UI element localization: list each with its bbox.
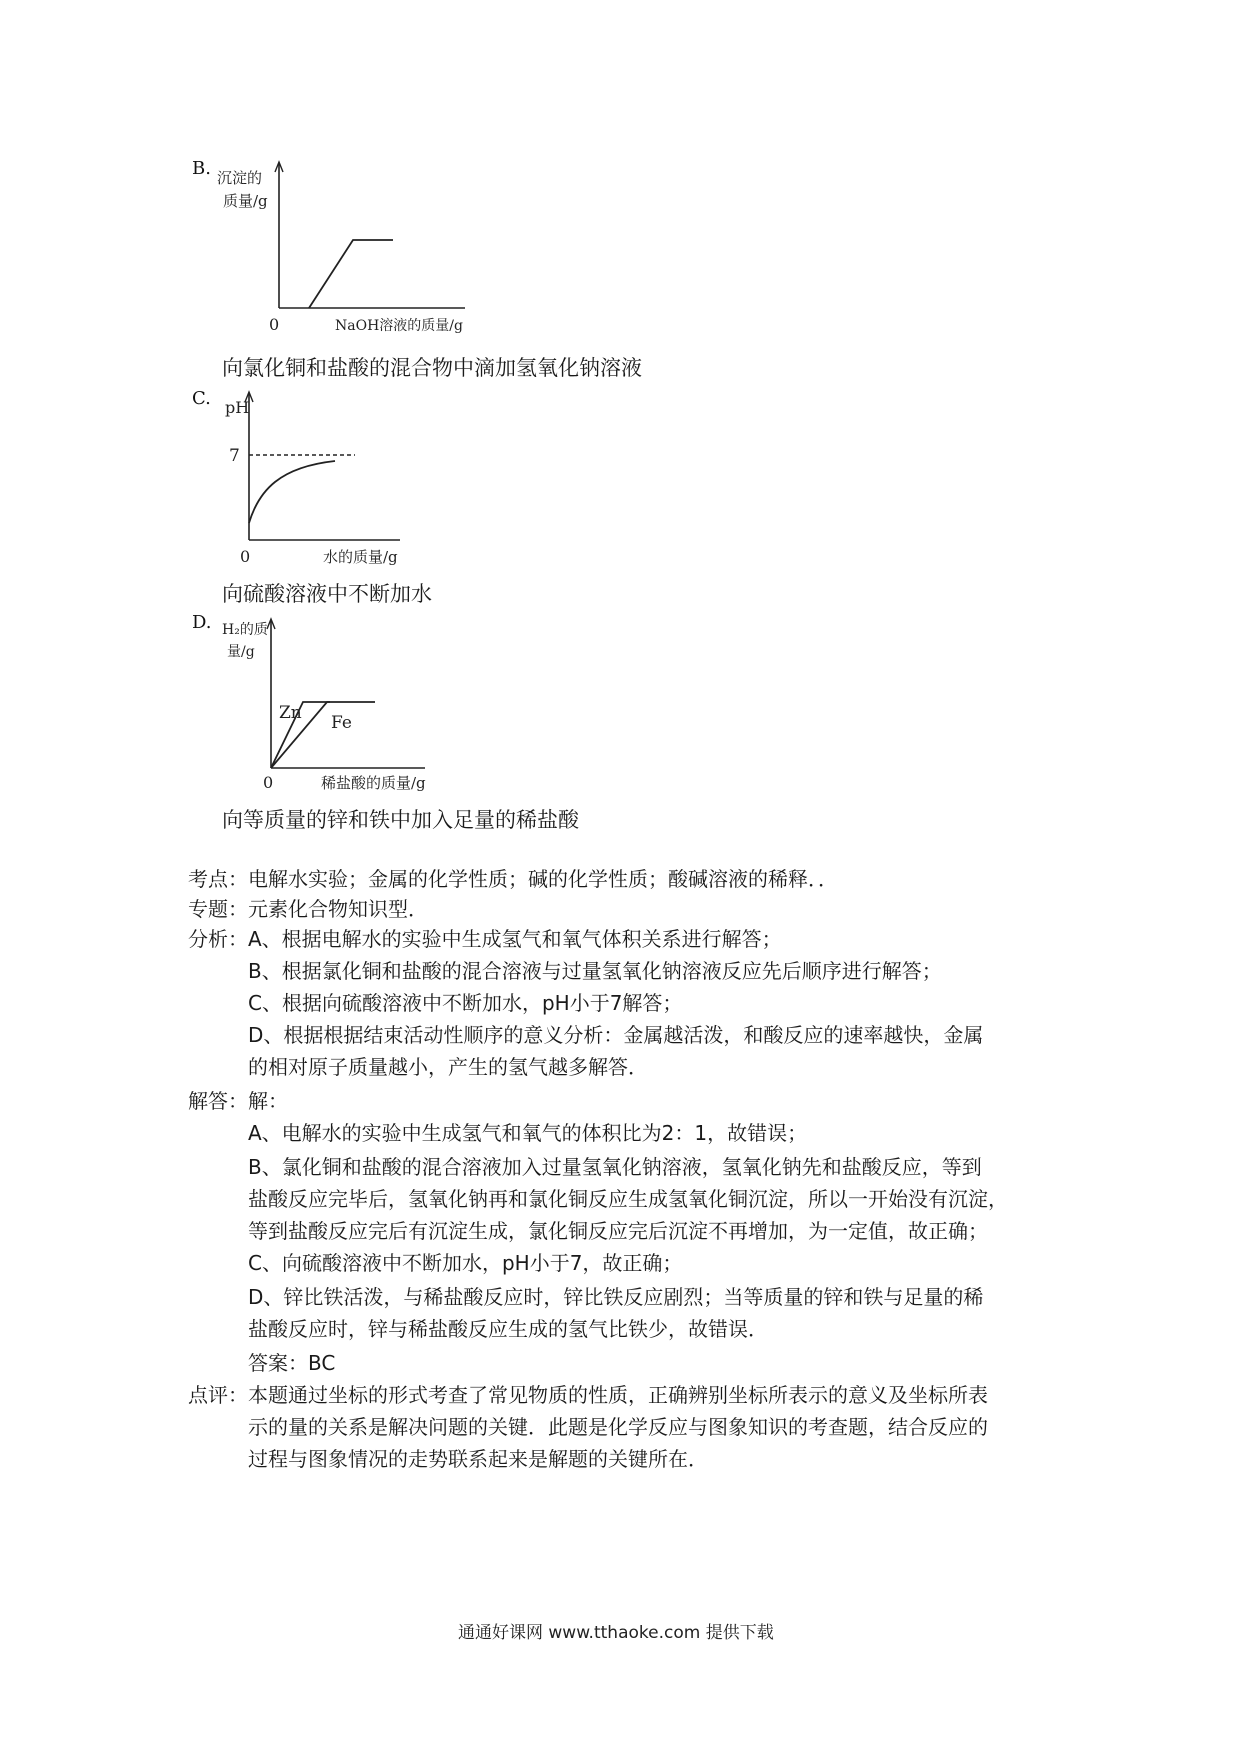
dianping-line [188,1380,1068,1410]
option-b-caption: 向氯化铜和盐酸的混合物中滴加氢氧化钠溶液 [222,356,642,380]
zhuanti-line [188,894,1068,924]
chart-c-ylabel: pH [225,398,250,417]
chart-c-ytick-7: 7 [229,446,240,466]
jieda-c: C、向硫酸溶液中不断加水，pH小于7，故正确； [248,1251,683,1275]
answer: 答案：BC [248,1351,336,1375]
jieda-b2: 盐酸反应完毕后，氢氧化钠再和氯化铜反应生成氢氧化铜沉淀，所以一开始没有沉淀， [248,1187,1008,1211]
dianping-3: 过程与图象情况的走势联系起来是解题的关键所在． [248,1447,708,1471]
fenxi-line [188,924,1068,954]
option-d-caption: 向等质量的锌和铁中加入足量的稀盐酸 [222,808,579,832]
chart-b [215,158,475,338]
chart-c-origin: 0 [240,547,251,566]
chart-b-xlabel: NaOH溶液的质量/g [335,318,463,334]
dianping-label: 点评： [188,1383,248,1407]
chart-b-line [309,240,393,308]
option-b-letter: B. [192,158,211,179]
chart-b-ylabel-1: 沉淀的 [217,169,263,187]
option-d-letter: D. [192,612,212,633]
fenxi-b: B、根据氯化铜和盐酸的混合溶液与过量氢氧化钠溶液反应先后顺序进行解答； [248,959,942,983]
jieda-b3: 等到盐酸反应完后有沉淀生成，氯化铜反应完后沉淀不再增加，为一定值，故正确； [248,1219,988,1243]
fenxi-c: C、根据向硫酸溶液中不断加水，pH小于7解答； [248,991,683,1015]
option-c-caption: 向硫酸溶液中不断加水 [222,582,432,606]
footer-text: 通通好课网 www.tthaoke.com 提供下载 [458,1623,774,1643]
chart-d-ylabel-1: H₂的质 [222,622,268,638]
jieda-d2: 盐酸反应时，锌与稀盐酸反应生成的氢气比铁少，故错误． [248,1317,768,1341]
zhuanti-label: 专题： [188,897,248,921]
kaodian-label: 考点： [188,867,248,891]
jieda-text: 解： [248,1089,288,1113]
chart-b-origin: 0 [269,315,280,334]
jieda-b1: B、氯化铜和盐酸的混合溶液加入过量氢氧化钠溶液，氢氧化钠先和盐酸反应，等到 [248,1155,982,1179]
chart-d-origin: 0 [263,773,274,792]
fenxi-d2: 的相对原子质量越小，产生的氢气越多解答． [248,1055,648,1079]
chart-d-xlabel: 稀盐酸的质量/g [321,774,426,792]
kaodian-line [188,864,1068,894]
chart-d-ylabel-2: 量/g [227,644,255,660]
fenxi-a: A、根据电解水的实验中生成氢气和氧气体积关系进行解答； [248,927,782,951]
chart-b-ylabel-2: 质量/g [223,192,268,210]
fenxi-d1: D、根据根据结束活动性顺序的意义分析：金属越活泼，和酸反应的速率越快，金属 [248,1023,984,1047]
jieda-line [188,1086,1068,1116]
dianping-1: 本题通过坐标的形式考查了常见物质的性质，正确辨别坐标所表示的意义及坐标所表 [248,1383,988,1407]
chart-d [215,610,445,795]
jieda-label: 解答： [188,1089,248,1113]
fenxi-label: 分析： [188,927,248,951]
chart-d-label-fe: Fe [331,713,352,733]
jieda-a: A、电解水的实验中生成氢气和氧气的体积比为2：1，故错误； [248,1121,808,1145]
dianping-2: 示的量的关系是解决问题的关键．此题是化学反应与图象知识的考查题，结合反应的 [248,1415,988,1439]
kaodian-text: 电解水实验；金属的化学性质；碱的化学性质；酸碱溶液的稀释．． [248,867,838,891]
chart-c-curve [249,461,335,523]
jieda-d1: D、锌比铁活泼，与稀盐酸反应时，锌比铁反应剧烈；当等质量的锌和铁与足量的稀 [248,1285,984,1309]
zhuanti-text: 元素化合物知识型． [248,897,428,921]
chart-d-label-zn: Zn [279,703,302,723]
chart-c-xlabel: 水的质量/g [323,548,398,566]
option-c-letter: C. [192,388,211,409]
chart-c [215,385,415,570]
